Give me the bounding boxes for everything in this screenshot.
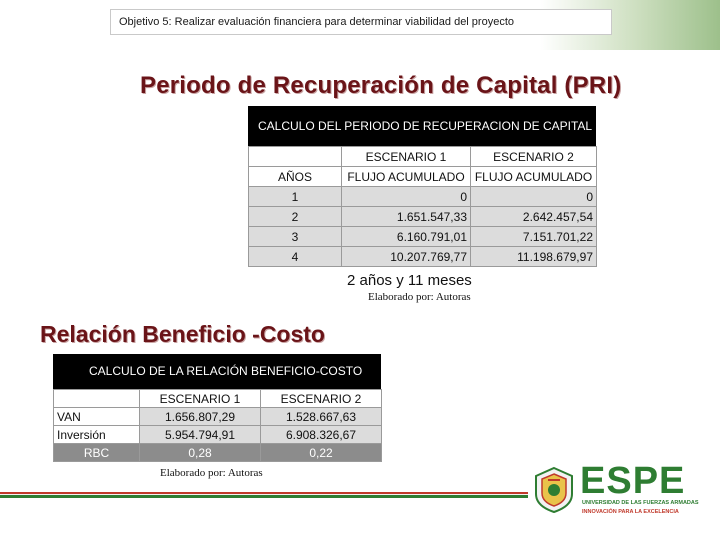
pri-subheader-cell: AÑOS xyxy=(249,167,342,187)
rbc-header-cell: ESCENARIO 1 xyxy=(140,390,261,408)
row-label: VAN xyxy=(54,408,140,426)
table-row xyxy=(249,227,597,247)
pri-result: 2 años y 11 meses xyxy=(347,272,472,289)
objective-banner: Objetivo 5: Realizar evaluación financiera para determinar viabilidad del proyecto xyxy=(110,9,612,35)
rbc-header-cell xyxy=(54,390,140,408)
table-row xyxy=(249,187,597,207)
rbc-header-row xyxy=(54,390,382,408)
espe-emblem-icon xyxy=(532,466,576,514)
value-cell: 5.954.794,91 xyxy=(140,426,261,444)
value-cell: 1.651.547,33 xyxy=(342,207,471,227)
table-row xyxy=(249,207,597,227)
value-cell: 1.656.807,29 xyxy=(140,408,261,426)
value-cell: 11.198.679,97 xyxy=(471,247,597,267)
value-cell: 0 xyxy=(471,187,597,207)
row-label: Inversión xyxy=(54,426,140,444)
table-row xyxy=(54,408,382,426)
rbc-value: 0,22 xyxy=(261,444,382,462)
year-cell: 3 xyxy=(249,227,342,247)
year-cell: 1 xyxy=(249,187,342,207)
rbc-row xyxy=(54,444,382,462)
pri-heading: Periodo de Recuperación de Capital (PRI) xyxy=(140,72,622,99)
value-cell: 6.160.791,01 xyxy=(342,227,471,247)
rbc-label: RBC xyxy=(54,444,140,462)
table-row xyxy=(54,426,382,444)
year-cell: 4 xyxy=(249,247,342,267)
rbc-grid xyxy=(53,389,382,462)
value-cell: 1.528.667,63 xyxy=(261,408,382,426)
logo-tagline: INNOVACIÓN PARA LA EXCELENCIA xyxy=(582,509,679,515)
pri-header-cell: ESCENARIO 2 xyxy=(471,147,597,167)
pri-header-row xyxy=(249,147,597,167)
logo-subtitle: UNIVERSIDAD DE LAS FUERZAS ARMADAS xyxy=(582,500,699,506)
footer-stripe xyxy=(0,492,528,498)
pri-source: Elaborado por: Autoras xyxy=(368,291,471,303)
year-cell: 2 xyxy=(249,207,342,227)
value-cell: 10.207.769,77 xyxy=(342,247,471,267)
rbc-header-cell: ESCENARIO 2 xyxy=(261,390,382,408)
value-cell: 2.642.457,54 xyxy=(471,207,597,227)
table-row xyxy=(249,247,597,267)
value-cell: 6.908.326,67 xyxy=(261,426,382,444)
rbc-source: Elaborado por: Autoras xyxy=(160,467,263,479)
pri-header-cell: ESCENARIO 1 xyxy=(342,147,471,167)
pri-subheader-cell: FLUJO ACUMULADO xyxy=(342,167,471,187)
value-cell: 0 xyxy=(342,187,471,207)
rbc-table-title: CALCULO DE LA RELACIÓN BENEFICIO-COSTO xyxy=(53,354,381,389)
rbc-heading: Relación Beneficio -Costo xyxy=(40,321,325,347)
espe-logo: ESPE xyxy=(580,460,686,502)
pri-grid xyxy=(248,146,597,267)
rbc-table xyxy=(53,354,381,466)
pri-subheader-cell: FLUJO ACUMULADO xyxy=(471,167,597,187)
rbc-value: 0,28 xyxy=(140,444,261,462)
pri-table xyxy=(248,106,596,266)
pri-table-title: CALCULO DEL PERIODO DE RECUPERACION DE CAPITAL xyxy=(248,106,596,146)
value-cell: 7.151.701,22 xyxy=(471,227,597,247)
pri-subheader-row xyxy=(249,167,597,187)
pri-header-cell xyxy=(249,147,342,167)
